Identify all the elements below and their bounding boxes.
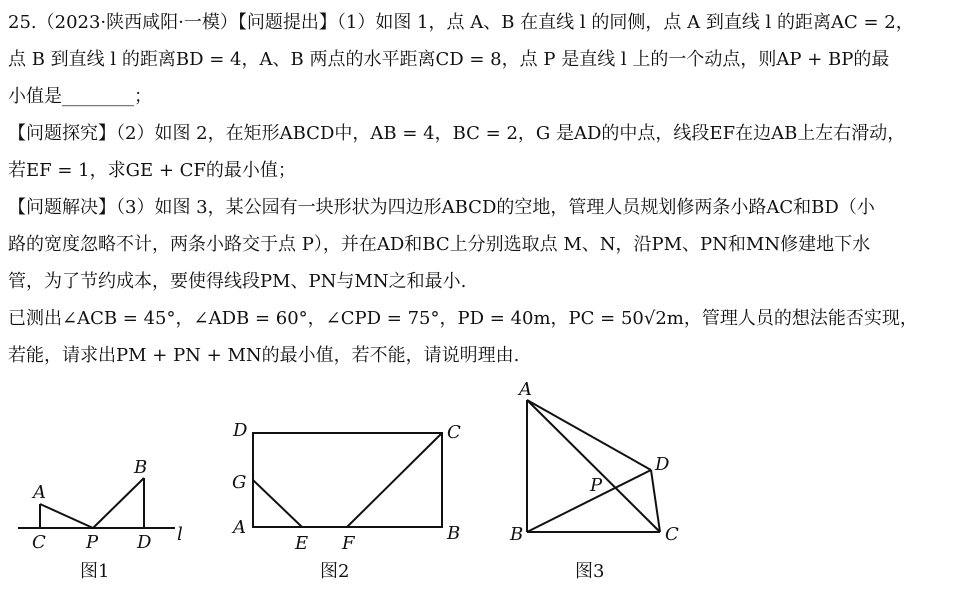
figures-area: [0, 375, 964, 599]
fig1-label-p: P: [86, 532, 99, 553]
fig2-label-e: E: [295, 533, 309, 554]
fig2-label-g: G: [232, 472, 247, 493]
fig3-label-b: B: [510, 524, 524, 545]
fig1-label-b: B: [134, 457, 148, 478]
problem-line: 若EF = 1，求GE + CF的最小值；: [8, 160, 296, 181]
fig2-label-b: B: [447, 523, 461, 544]
rectangle-abcd: [253, 433, 442, 527]
fig1-label-l: l: [177, 524, 183, 545]
fig3-label-a: A: [519, 379, 532, 400]
segment-bd: [527, 470, 651, 532]
segment-ac: [527, 400, 660, 532]
fig1-caption: 图1: [80, 561, 110, 582]
fig3-caption: 图3: [575, 561, 605, 582]
figure-2: [253, 433, 442, 527]
segment-dc: [651, 470, 660, 532]
problem-line: 若能，请求出PM + PN + MN的最小值，若不能，请说明理由.: [8, 345, 520, 366]
figures-svg: [0, 375, 964, 599]
problem-line: 路的宽度忽略不计，两条小路交于点 P），并在AD和BC上分别选取点 M、N，沿PM、PN和MN修建地下水: [8, 234, 871, 255]
problem-line: 【问题探究】（2）如图 2，在矩形ABCD中，AB = 4，BC = 2，G 是AD的中点，线段EF在边AB上左右滑动，: [8, 123, 906, 144]
fig3-label-c: C: [665, 524, 679, 545]
fig2-label-d: D: [233, 420, 248, 441]
segment-fc: [347, 433, 442, 527]
fig2-label-a: A: [233, 517, 246, 538]
problem-line: 小值是________；: [8, 86, 152, 107]
problem-text: [8, 4, 956, 374]
problem-line: 管，为了节约成本，要使得线段PM、PN与MN之和最小.: [8, 271, 467, 292]
figure-3: [527, 400, 660, 532]
fig1-label-a: A: [33, 482, 46, 503]
problem-line: 25.（2023·陕西咸阳·一模）【问题提出】（1）如图 1，点 A、B 在直线 l 的同侧，点 A 到直线 l 的距离AC = 2，: [8, 12, 914, 33]
fig2-label-c: C: [447, 422, 461, 443]
problem-line: 【问题解决】（3）如图 3，某公园有一块形状为四边形ABCD的空地，管理人员规划修两条小路AC和BD（小: [8, 197, 875, 218]
fig1-label-c: C: [32, 532, 46, 553]
segment-ap: [40, 504, 93, 528]
problem-line: 已测出∠ACB = 45°，∠ADB = 60°，∠CPD = 75°，PD = 40m，PC = 50√2m，管理人员的想法能否实现，: [8, 308, 918, 329]
fig3-label-p: P: [590, 475, 603, 496]
segment-ad: [527, 400, 651, 470]
fig2-label-f: F: [342, 533, 355, 554]
segment-ge: [253, 480, 302, 527]
fig1-label-d: D: [137, 532, 152, 553]
fig2-caption: 图2: [320, 561, 350, 582]
fig3-label-d: D: [655, 454, 670, 475]
segment-pb: [93, 478, 144, 528]
problem-line: 点 B 到直线 l 的距离BD = 4，A、B 两点的水平距离CD = 8，点 P 是直线 l 上的一个动点，则AP + BP的最: [8, 49, 890, 70]
